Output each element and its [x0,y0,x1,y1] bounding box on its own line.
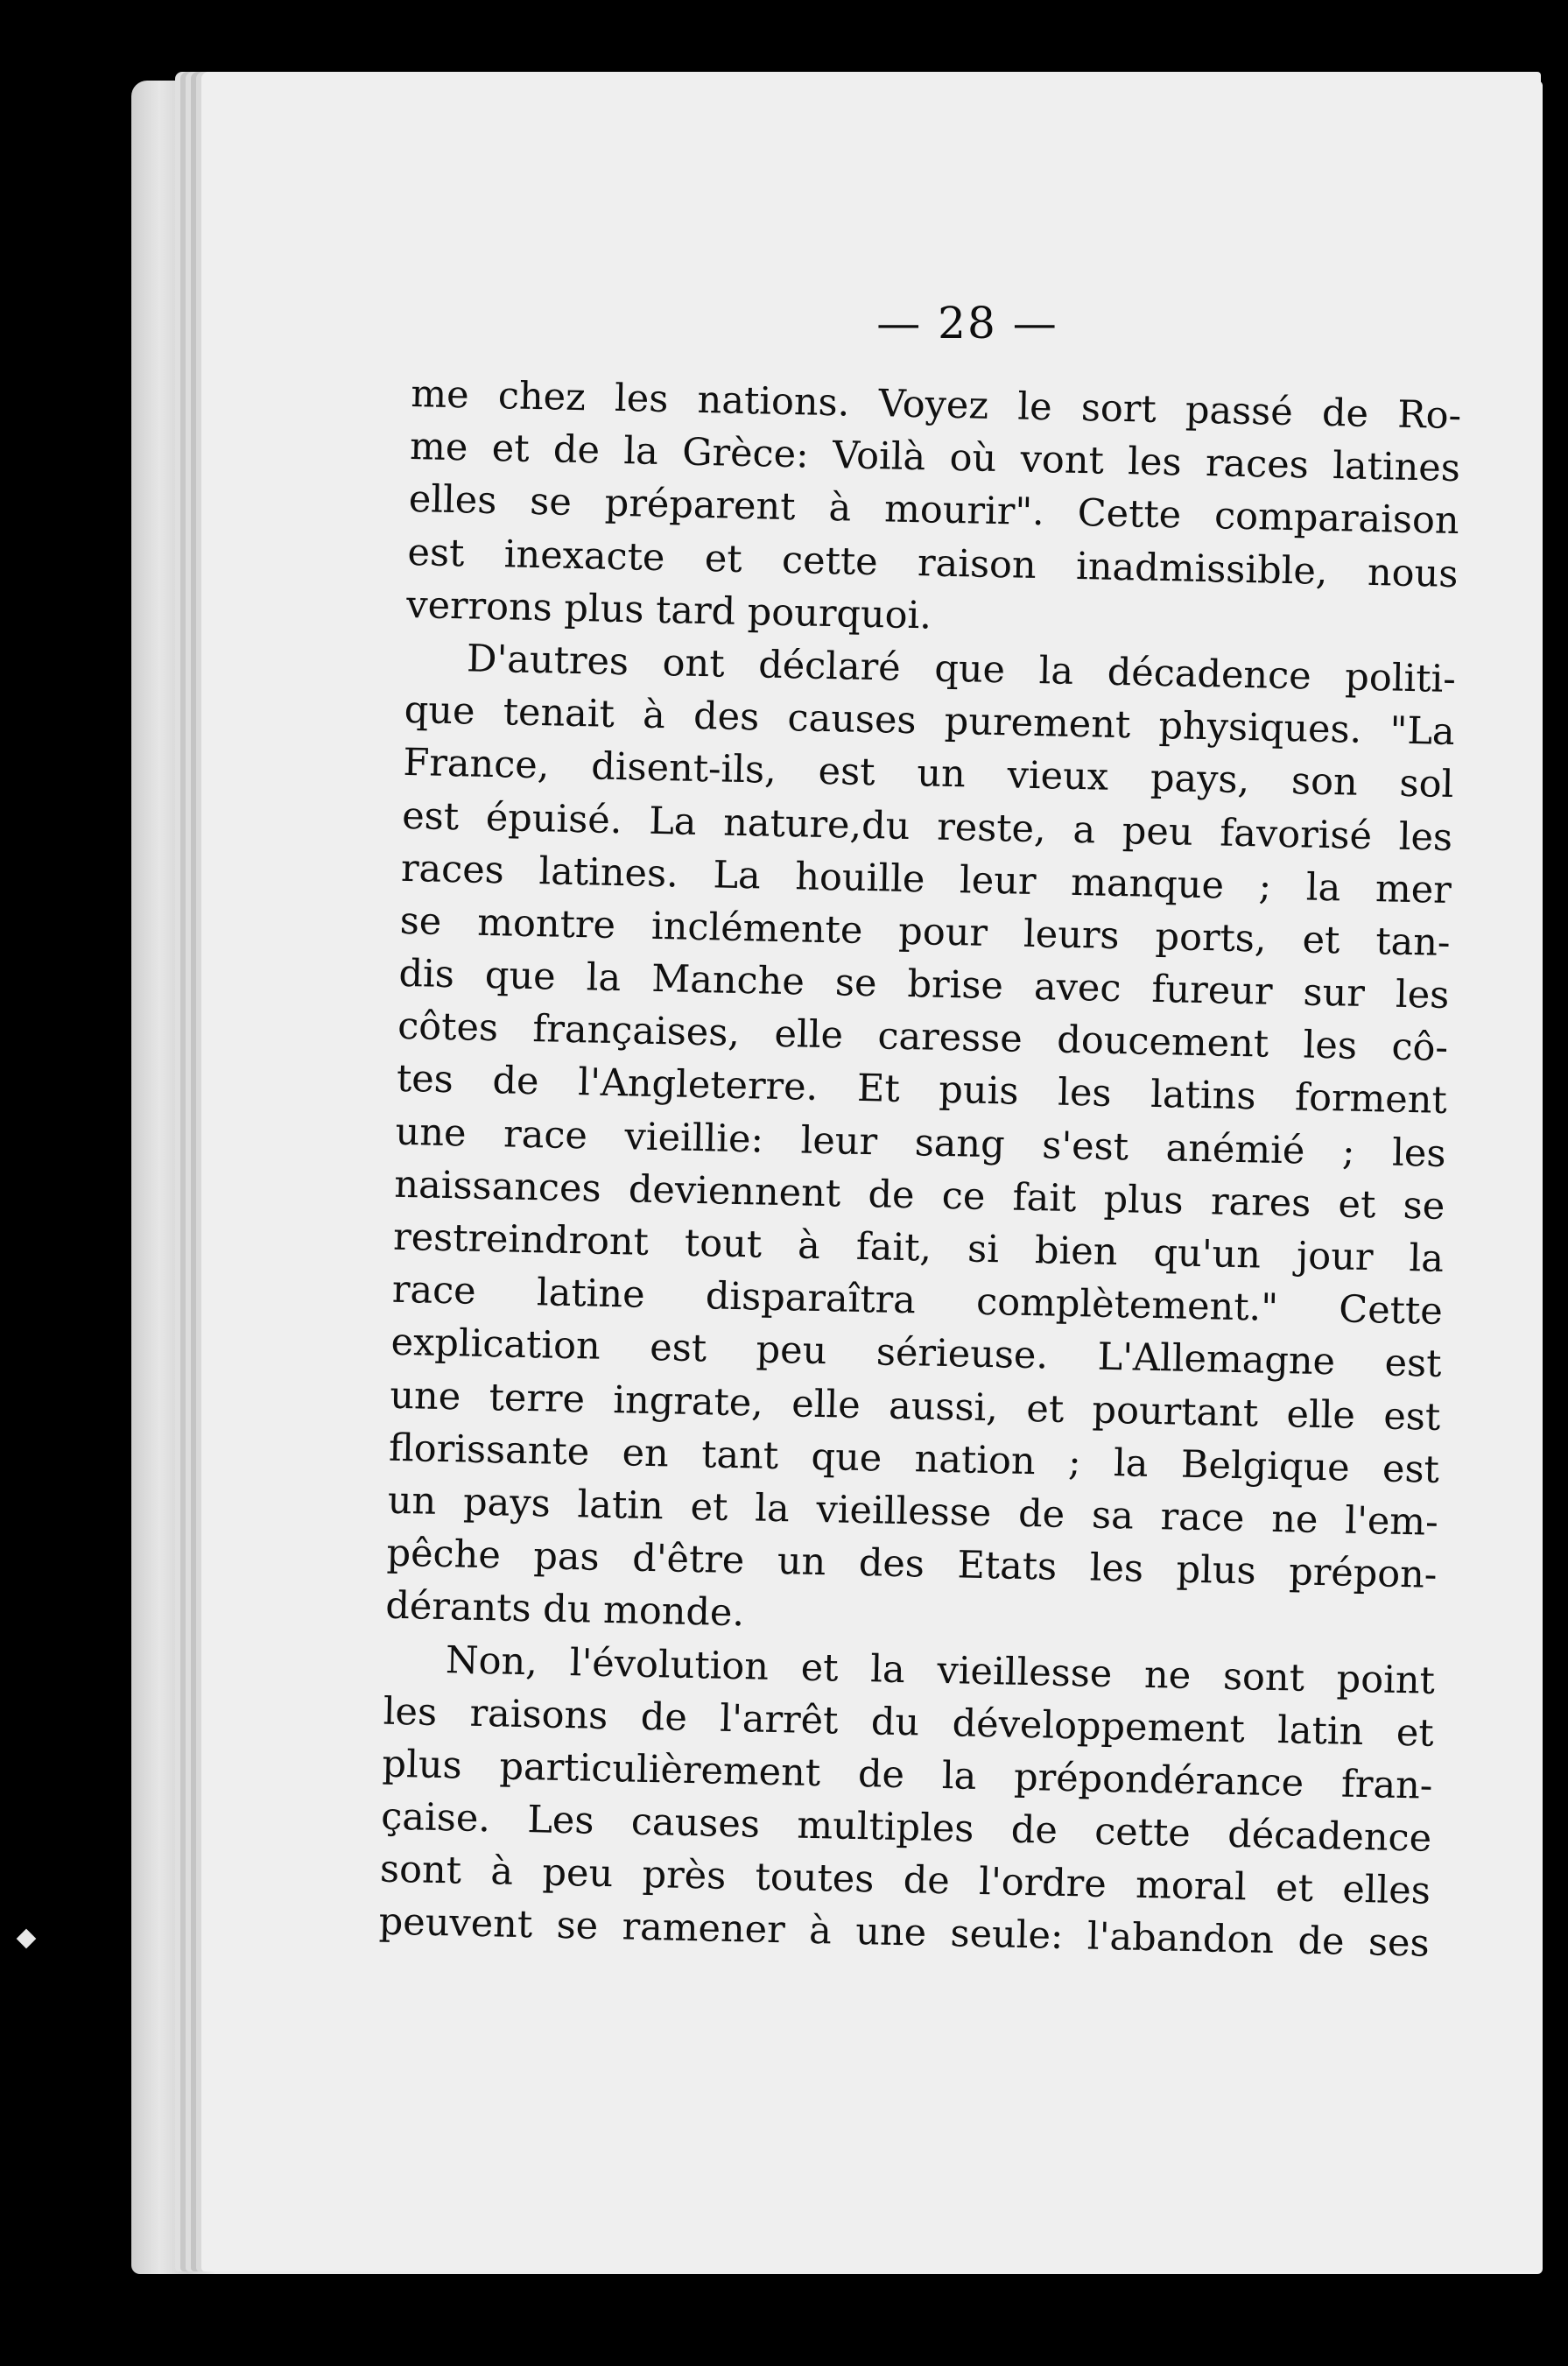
page-number: — 28 — [876,298,1058,349]
paragraph-3 [378,1632,1435,1970]
text-line: une terre ingrate, elle aussi, et pourtant elle est [389,1373,1441,1440]
text-line: que tenait à des causes purement physiques. "La [404,688,1456,755]
text-line: çaise. Les causes multiples de cette décadence [380,1794,1432,1861]
text-line: elles se préparent à mourir". Cette comparaison [408,477,1460,544]
text-line: est épuisé. La nature,du reste, a peu favorisé les [401,793,1453,860]
text-line: explication est peu sérieuse. L'Allemagne est [390,1320,1442,1387]
text-line: race latine disparaîtra complètement." Cette [391,1267,1444,1334]
text-line: me chez les nations. Voyez le sort passé de Ro- [410,371,1462,439]
text-line: tes de l'Angleterre. Et puis les latins forment [396,1057,1448,1123]
text-line: verrons plus tard pourquoi. [405,582,932,638]
text-line: naissances deviennent de ce fait plus rares et se [393,1162,1445,1229]
text-line: plus particulièrement de la prépondérance fran- [382,1742,1433,1808]
paragraph-2 [385,631,1457,1654]
text-line: pêche pas d'être un des Etats les plus prépon- [386,1531,1438,1597]
paragraph-1 [406,368,1462,653]
text-line: sont à peu près toutes de l'ordre moral et elles [379,1847,1431,1913]
text-line: dis que la Manche se brise avec fureur sur les [397,951,1450,1018]
text-line: me et de la Grèce: Voilà où vont les races latines [409,425,1461,491]
text-line: restreindront tout à fait, si bien qu'un jour la [392,1215,1445,1281]
text-line: races latines. La houille leur manque ; la mer [400,846,1452,912]
text-line: les raisons de l'arrêt du développement latin et [383,1689,1435,1756]
body-text [378,368,1462,1970]
text-line: peuvent se ramener à une seule: l'abandon de ses [378,1900,1431,1967]
margin-mark [17,1929,37,1949]
text-line: un pays latin et la vieillesse de sa race ne l'em- [387,1478,1439,1545]
text-line: dérants du monde. [384,1584,745,1636]
text-line: florissante en tant que nation ; la Belgique est [388,1426,1440,1492]
text-line: côtes françaises, elle caresse doucement les cô- [397,1004,1449,1071]
text-line: se montre inclémente pour leurs ports, et tan- [399,898,1452,965]
text-line: une race vieillie: leur sang s'est anémié ; les [395,1109,1446,1176]
text-line: Non, l'évolution et la vieillesse ne sont point [445,1637,1436,1703]
text-line: France, disent-ils, est un vieux pays, son sol [403,741,1454,807]
text-line: D'autres ont déclaré que la décadence politi- [466,637,1457,701]
text-line: est inexacte et cette raison inadmissible, nous [407,530,1459,596]
